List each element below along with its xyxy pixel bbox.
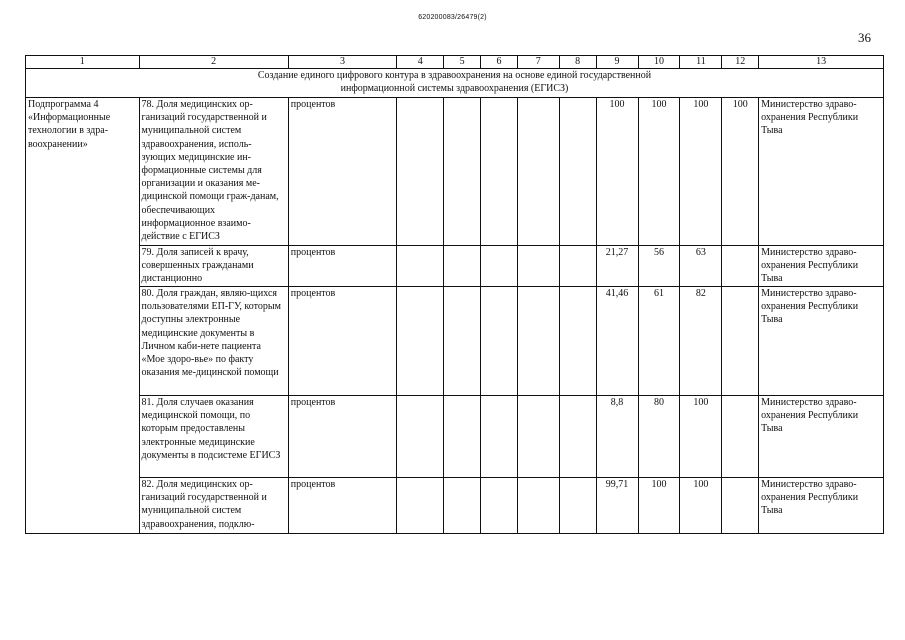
value-cell (481, 478, 518, 534)
value-cell: 56 (638, 246, 680, 287)
value-cell: 61 (638, 287, 680, 396)
page-number: 36 (858, 30, 871, 45)
value-cell: 82 (680, 287, 722, 396)
table-row (26, 396, 884, 478)
table-row (26, 98, 884, 246)
indicator-name: 78. Доля медицинских ор-ганизаций государственной и муниципальной систем здравоохранения, исполь-зующих медицинские ин-формационные системы для организации и оказания ме-дицинской помощи граж-данам, обеспечивающих информационное взаимо-действие с ЕГИСЗ (139, 98, 288, 246)
unit-cell: процентов (288, 287, 396, 396)
value-cell (722, 246, 759, 287)
value-cell (481, 287, 518, 396)
indicator-name: 82. Доля медицинских ор-ганизаций государственной и муниципальной систем здравоохранения, подклю- (139, 478, 288, 534)
column-header: 9 (596, 56, 638, 69)
value-cell: 100 (638, 98, 680, 246)
table-row (26, 287, 884, 396)
indicator-name: 81. Доля случаев оказания медицинской помощи, по которым предоставлены электронные медицинские документы в подсистеме ЕГИСЗ (139, 396, 288, 478)
value-cell (444, 287, 481, 396)
section-title: Создание единого цифрового контура в здравоохранения на основе единой государственной информационной системы здравоохранения (ЕГИСЗ) (26, 69, 884, 98)
value-cell (397, 396, 444, 478)
column-number-row (26, 56, 884, 69)
value-cell (444, 98, 481, 246)
unit-cell: процентов (288, 98, 396, 246)
indicators-table (25, 55, 884, 534)
value-cell: 100 (680, 396, 722, 478)
section-row (26, 69, 884, 98)
value-cell: 100 (680, 478, 722, 534)
value-cell (397, 98, 444, 246)
column-header: 11 (680, 56, 722, 69)
responsible-cell: Министерство здраво-охранения Республики Тыва (759, 98, 884, 246)
column-header: 6 (481, 56, 518, 69)
value-cell (397, 246, 444, 287)
column-header: 13 (759, 56, 884, 69)
column-header: 2 (139, 56, 288, 69)
value-cell (559, 478, 596, 534)
table-row (26, 478, 884, 534)
value-cell: 21,27 (596, 246, 638, 287)
column-header: 12 (722, 56, 759, 69)
responsible-cell: Министерство здраво-охранения Республики Тыва (759, 287, 884, 396)
value-cell (481, 396, 518, 478)
value-cell (722, 478, 759, 534)
value-cell (559, 98, 596, 246)
value-cell: 80 (638, 396, 680, 478)
indicator-name: 79. Доля записей к врачу, совершенных гражданами дистанционно (139, 246, 288, 287)
unit-cell: процентов (288, 396, 396, 478)
table-row (26, 246, 884, 287)
column-header: 3 (288, 56, 396, 69)
column-header: 5 (444, 56, 481, 69)
value-cell: 63 (680, 246, 722, 287)
unit-cell: процентов (288, 246, 396, 287)
value-cell (444, 396, 481, 478)
value-cell: 100 (638, 478, 680, 534)
value-cell (444, 478, 481, 534)
subprogram-cell: Подпрограмма 4 «Информационные технологии в здра-воохранении» (26, 98, 140, 534)
column-header: 7 (517, 56, 559, 69)
column-header: 8 (559, 56, 596, 69)
column-header: 10 (638, 56, 680, 69)
value-cell (517, 287, 559, 396)
unit-cell: процентов (288, 478, 396, 534)
value-cell: 100 (722, 98, 759, 246)
value-cell (517, 98, 559, 246)
column-header: 1 (26, 56, 140, 69)
value-cell (517, 478, 559, 534)
value-cell (722, 396, 759, 478)
document-id: 620200083/26479(2) (418, 14, 487, 21)
value-cell: 99,71 (596, 478, 638, 534)
value-cell (722, 287, 759, 396)
value-cell (517, 246, 559, 287)
responsible-cell: Министерство здраво-охранения Республики Тыва (759, 246, 884, 287)
responsible-cell: Министерство здраво-охранения Республики Тыва (759, 396, 884, 478)
value-cell (559, 396, 596, 478)
value-cell (481, 98, 518, 246)
column-header: 4 (397, 56, 444, 69)
value-cell (444, 246, 481, 287)
value-cell: 100 (596, 98, 638, 246)
value-cell: 41,46 (596, 287, 638, 396)
responsible-cell: Министерство здраво-охранения Республики Тыва (759, 478, 884, 534)
value-cell (559, 287, 596, 396)
value-cell (517, 396, 559, 478)
value-cell (559, 246, 596, 287)
value-cell (481, 246, 518, 287)
value-cell: 100 (680, 98, 722, 246)
value-cell (397, 478, 444, 534)
value-cell: 8,8 (596, 396, 638, 478)
indicator-name: 80. Доля граждан, являю-щихся пользователями ЕП-ГУ, которым доступны электронные медицинские документы в Личном каби-нете пациента «Мое здоро-вье» по факту оказания ме-дицинской помощи (139, 287, 288, 396)
value-cell (397, 287, 444, 396)
